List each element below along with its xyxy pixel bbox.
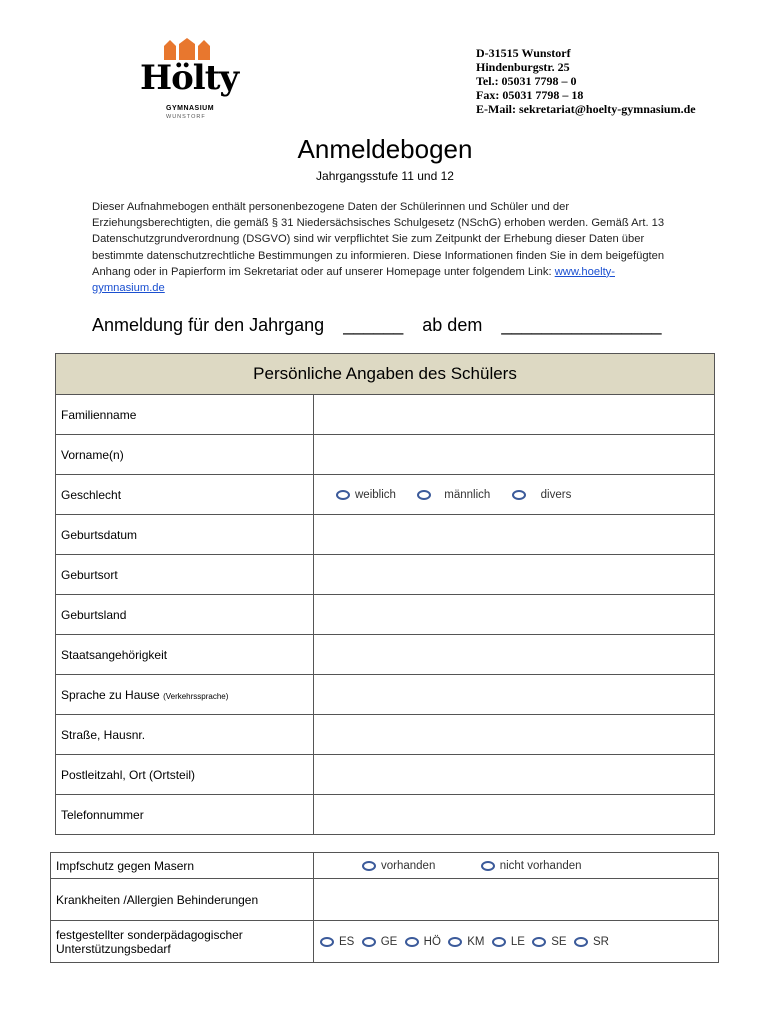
staatsangehoerigkeit-field[interactable] xyxy=(314,635,715,675)
radio-divers[interactable] xyxy=(512,490,526,500)
row-label-telefon: Telefonnummer xyxy=(56,795,314,835)
radio-le[interactable] xyxy=(492,937,506,947)
address-street: Hindenburgstr. 25 xyxy=(476,60,570,74)
intro-paragraph xyxy=(92,199,682,296)
table-row xyxy=(56,635,715,675)
anmeldung-line xyxy=(92,315,676,336)
label-vorhanden: vorhanden xyxy=(381,860,436,873)
strasse-field[interactable] xyxy=(314,715,715,755)
row-label-vorname: Vorname(n) xyxy=(56,435,314,475)
vorname-field[interactable] xyxy=(314,435,715,475)
foerder-options xyxy=(314,921,719,963)
address-fax: Fax: 05031 7798 – 18 xyxy=(476,88,584,102)
geschlecht-options xyxy=(314,475,715,515)
plz-field[interactable] xyxy=(314,755,715,795)
logo-gymnasium: GYMNASIUM xyxy=(166,105,215,112)
radio-hoe[interactable] xyxy=(405,937,419,947)
row-label-strasse: Straße, Hausnr. xyxy=(56,715,314,755)
health-table xyxy=(50,852,719,963)
label-nicht-vorhanden: nicht vorhanden xyxy=(499,860,582,873)
homepage-link[interactable]: www.hoelty-gymnasium.de xyxy=(92,265,615,295)
radio-nicht-vorhanden[interactable] xyxy=(481,861,495,871)
table-row xyxy=(56,755,715,795)
table-row xyxy=(56,795,715,835)
row-label-geburtsdatum: Geburtsdatum xyxy=(56,515,314,555)
geburtsdatum-field[interactable] xyxy=(314,515,715,555)
label-divers: divers xyxy=(540,489,572,502)
radio-ge[interactable] xyxy=(362,937,376,947)
table-row xyxy=(56,515,715,555)
row-label-staatsangehoerigkeit: Staatsangehörigkeit xyxy=(56,635,314,675)
label-maennlich: männlich xyxy=(444,489,491,502)
label-le: LE xyxy=(510,936,525,949)
table-row xyxy=(56,435,715,475)
label-weiblich: weiblich xyxy=(355,489,396,502)
row-label-plz: Postleitzahl, Ort (Ortsteil) xyxy=(56,755,314,795)
radio-maennlich[interactable] xyxy=(417,490,431,500)
row-label-geburtsort: Geburtsort xyxy=(56,555,314,595)
sprache-note: (Verkehrssprache) xyxy=(163,691,229,701)
address-city: D-31515 Wunstorf xyxy=(476,46,571,60)
anmeldung-label: Anmeldung für den Jahrgang xyxy=(92,315,325,335)
telefon-field[interactable] xyxy=(314,795,715,835)
address-phone: Tel.: 05031 7798 – 0 xyxy=(476,74,577,88)
table-row xyxy=(51,879,719,921)
label-ge: GE xyxy=(380,936,398,949)
school-logo xyxy=(140,38,240,124)
row-label-geburtsland: Geburtsland xyxy=(56,595,314,635)
geburtsort-field[interactable] xyxy=(314,555,715,595)
label-hoe: HÖ xyxy=(423,936,441,949)
sprache-label: Sprache zu Hause xyxy=(61,687,164,702)
label-es: ES xyxy=(339,936,355,949)
radio-km[interactable] xyxy=(448,937,462,947)
label-km: KM xyxy=(467,936,485,949)
table-row xyxy=(51,853,719,879)
personal-data-table xyxy=(55,353,715,835)
krankheiten-field[interactable] xyxy=(314,879,719,921)
table-row xyxy=(51,921,719,963)
row-label-sprache xyxy=(56,675,314,715)
radio-se[interactable] xyxy=(532,937,546,947)
sprache-field[interactable] xyxy=(314,675,715,715)
table-row xyxy=(56,475,715,515)
row-label-krankheiten: Krankheiten /Allergien Behinderungen xyxy=(51,879,314,921)
row-label-foerderbedarf: festgestellter sonderpädagogischer Unterstützungsbedarf xyxy=(51,921,314,963)
radio-vorhanden[interactable] xyxy=(362,861,376,871)
address-email: E-Mail: sekretariat@hoelty-gymnasium.de xyxy=(476,102,696,116)
radio-weiblich[interactable] xyxy=(336,490,350,500)
impfschutz-options xyxy=(314,853,719,879)
label-se: SE xyxy=(551,936,567,949)
logo-wunstorf: WUNSTORF xyxy=(166,114,206,120)
table-row xyxy=(56,395,715,435)
row-label-geschlecht: Geschlecht xyxy=(56,475,314,515)
geburtsland-field[interactable] xyxy=(314,595,715,635)
school-address xyxy=(476,46,696,116)
jahrgang-blank[interactable]: ______ xyxy=(343,315,404,335)
table-row xyxy=(56,675,715,715)
ab-dem-label: ab dem xyxy=(422,315,483,335)
page-subtitle: Jahrgangsstufe 11 und 12 xyxy=(316,169,454,183)
table-row xyxy=(56,555,715,595)
familienname-field[interactable] xyxy=(314,395,715,435)
page-title: Anmeldebogen xyxy=(297,134,473,164)
radio-es[interactable] xyxy=(320,937,334,947)
radio-sr[interactable] xyxy=(574,937,588,947)
building-roof-icon xyxy=(164,38,210,60)
date-blank[interactable]: ________________ xyxy=(501,315,662,335)
row-label-familienname: Familienname xyxy=(56,395,314,435)
table-row xyxy=(56,715,715,755)
table-row xyxy=(56,595,715,635)
row-label-impfschutz: Impfschutz gegen Masern xyxy=(51,853,314,879)
label-sr: SR xyxy=(592,936,609,949)
table-heading: Persönliche Angaben des Schülers xyxy=(56,354,715,395)
logo-name: Hölty xyxy=(140,58,239,98)
intro-text: Dieser Aufnahmebogen enthält personenbezogene Daten der Schülerinnen und Schüler und der Erziehungsberechtigten, die gemäß § 31 Niedersächsisches Schulgesetz (NSchG) erhoben werden. Gemäß Art. 13 Datenschutzgrundverordnung (DSGVO) sind wir verpflichtet Sie zum Zeitpunkt der Erhebung dieser Daten über bestimmte datenschutzrechtliche Bestimmungen zu informieren. Diese Informationen finden Sie in dem beigefügten Anhang oder in Papierform im Sekretariat oder auf unserer Homepage unter folgendem Link: xyxy=(92,201,665,278)
